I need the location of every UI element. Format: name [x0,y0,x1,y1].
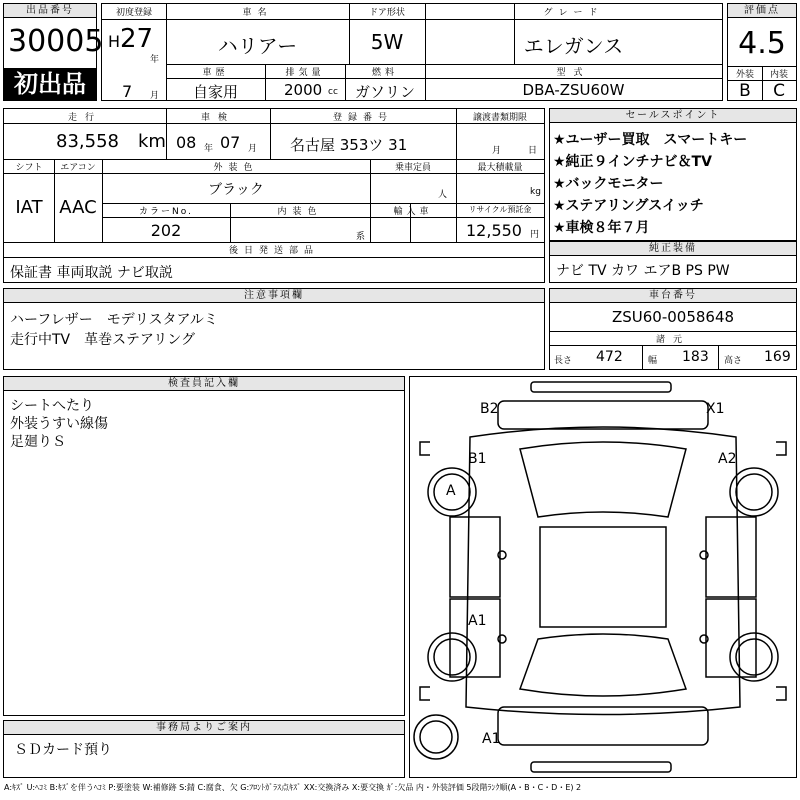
displacement-unit: cc [328,87,338,97]
car-name-label: 車名 [242,8,273,18]
capacity-label: 乗車定員 [394,163,431,173]
chassis-label: 車台番号 [550,289,796,303]
damage-mark-b1: B1 [468,451,487,467]
lot-number: 30005 [8,24,104,59]
exterior-label: 外装 [735,70,754,80]
inspection-year: 08 [176,133,197,152]
later-docs-label: 後日発送部品 [228,246,319,256]
top-info-box [101,3,723,101]
lot-label: 出品番号 [4,4,96,18]
later-docs-text: 保証書 車両取説 ナビ取説 [10,265,173,281]
transfer-label: 譲渡書類期限 [472,113,527,123]
inspection-year-unit: 年 [204,144,214,154]
reg-number: 名古屋 353ツ 31 [290,136,408,154]
height: 169 [764,349,791,365]
inspection-label: 車検 [200,113,235,123]
reg-month: 7 [122,82,133,101]
load-unit: kg [530,187,541,197]
month-unit: 月 [150,91,160,101]
office-text: ＳＤカード預り [14,742,112,758]
sales-point-3: ★バックモニター [553,176,664,192]
air-conditioner: AAC [59,197,97,218]
notes-label: 注意事項欄 [4,289,544,303]
inspector-line-3: 足廻りＳ [10,434,66,450]
fuel-label: 燃料 [371,68,398,78]
legend: A:ｷｽﾞ U:ﾍｺﾐ B:ｷｽﾞを伴うﾍｺﾐ P:要塗装 W:補修跡 S:錆 C:腐食、欠 G:ﾌﾛﾝﾄｶﾞﾗｽ点ｷｽﾞ XX:交換済み X:要交換 ｶﾞ:欠品 内・外装評価 5段階ﾗﾝｸ順(A・B・C・D・E) 2 [4,783,582,792]
fuel: ガソリン [354,83,415,101]
grade-label: グレード [543,8,604,18]
equipment-label: 純正装備 [550,242,796,256]
year-unit: 年 [150,55,160,65]
car-name: ハリアー [217,34,298,58]
recycle-unit: 円 [530,230,540,240]
length: 472 [596,349,623,365]
damage-mark-a: A [446,483,456,499]
notes-line-1: ハーフレザー モデリスタアルミ [10,312,218,328]
inspection-month-unit: 月 [248,144,258,154]
model-label: 型式 [556,68,591,78]
sales-point-4: ★ステアリングスイッチ [553,198,704,214]
width-label: 幅 [648,356,658,366]
ac-label: エアコン [60,163,96,173]
displacement-label: 排気量 [285,68,325,78]
first-reg-label: 初度登録 [115,8,152,18]
office-box [3,720,405,778]
sales-points-label: セールスポイント [550,109,796,123]
door-label: ドア形状 [369,8,405,18]
height-label: 高さ [724,356,743,366]
shift-label: シフト [15,163,43,173]
mileage-label: 走行 [67,113,102,123]
width: 183 [682,349,709,365]
recycle-label: リサイクル預託金 [468,205,532,214]
notes-line-2: 走行中TV 革巻ステアリング [10,332,196,348]
model: DBA-ZSU60W [522,81,625,99]
inspector-line-2: 外装うすい線傷 [10,416,108,432]
length-label: 長さ [554,356,573,366]
inspection-month: 07 [220,133,241,152]
interior-label: 内装 [769,70,788,80]
inspector-line-1: シートへたり [10,398,94,414]
mileage: 83,558 [56,131,119,152]
later-docs-box [3,257,545,283]
era-mark: H [108,32,121,51]
interior-color-label: 内装色 [277,207,323,217]
score-label: 評価点 [728,4,796,18]
chassis-box [549,288,797,370]
damage-mark-x1: X1 [706,401,725,417]
sales-point-1: ★ユーザー買取 スマートキー [553,132,748,148]
office-label: 事務局よりご案内 [4,721,404,735]
import-label: 輸入車 [393,207,433,217]
transfer-day: 日 [528,146,538,156]
equipment-box [549,241,797,283]
reg-number-label: 登録番号 [332,113,393,123]
interior-color-unit: 系 [356,232,366,242]
reg-year: 27 [120,24,154,54]
chassis-number: ZSU60-0058648 [611,308,735,326]
sales-points-box [549,108,797,241]
exterior-color-label: 外装色 [213,163,259,173]
dims-label: 諸元 [655,335,690,345]
damage-mark-a2: A2 [718,451,737,467]
exterior-color: ブラック [208,182,264,198]
damage-mark-b2: B2 [480,401,499,417]
shift: IAT [15,197,43,218]
sales-point-2: ★純正９インチナビ＆TV [553,154,712,170]
inspector-label: 検査員記入欄 [4,377,404,391]
damage-diagram [409,376,797,778]
sales-point-5: ★車検８年７月 [553,220,650,236]
history: 自家用 [192,83,238,101]
color-number: 202 [150,221,182,240]
color-no-label: カラーNo. [139,207,193,217]
vehicle-details-box [3,108,545,258]
recycle-amount: 12,550 [466,221,522,240]
equipment-text: ナビ TV カワ エアB PS PW [556,263,730,279]
door-type: 5W [370,30,404,54]
damage-mark-a1-rear: A1 [482,731,501,747]
lot-number-box [3,3,104,101]
score-box [727,3,797,101]
notes-box [3,288,545,370]
capacity-unit: 人 [438,190,448,200]
interior-grade: C [773,81,785,101]
first-listing-badge: 初出品 [4,68,96,100]
displacement: 2000 [284,81,323,99]
history-label: 車歴 [202,68,229,78]
grade: エレガンス [523,34,624,58]
transfer-month: 月 [492,146,502,156]
load-label: 最大積載量 [477,163,523,173]
car-outline [410,377,796,777]
mileage-unit: km [138,131,166,152]
inspector-box [3,376,405,716]
damage-mark-a1-side: A1 [468,613,487,629]
score: 4.5 [738,26,786,61]
exterior-grade: B [739,81,751,101]
